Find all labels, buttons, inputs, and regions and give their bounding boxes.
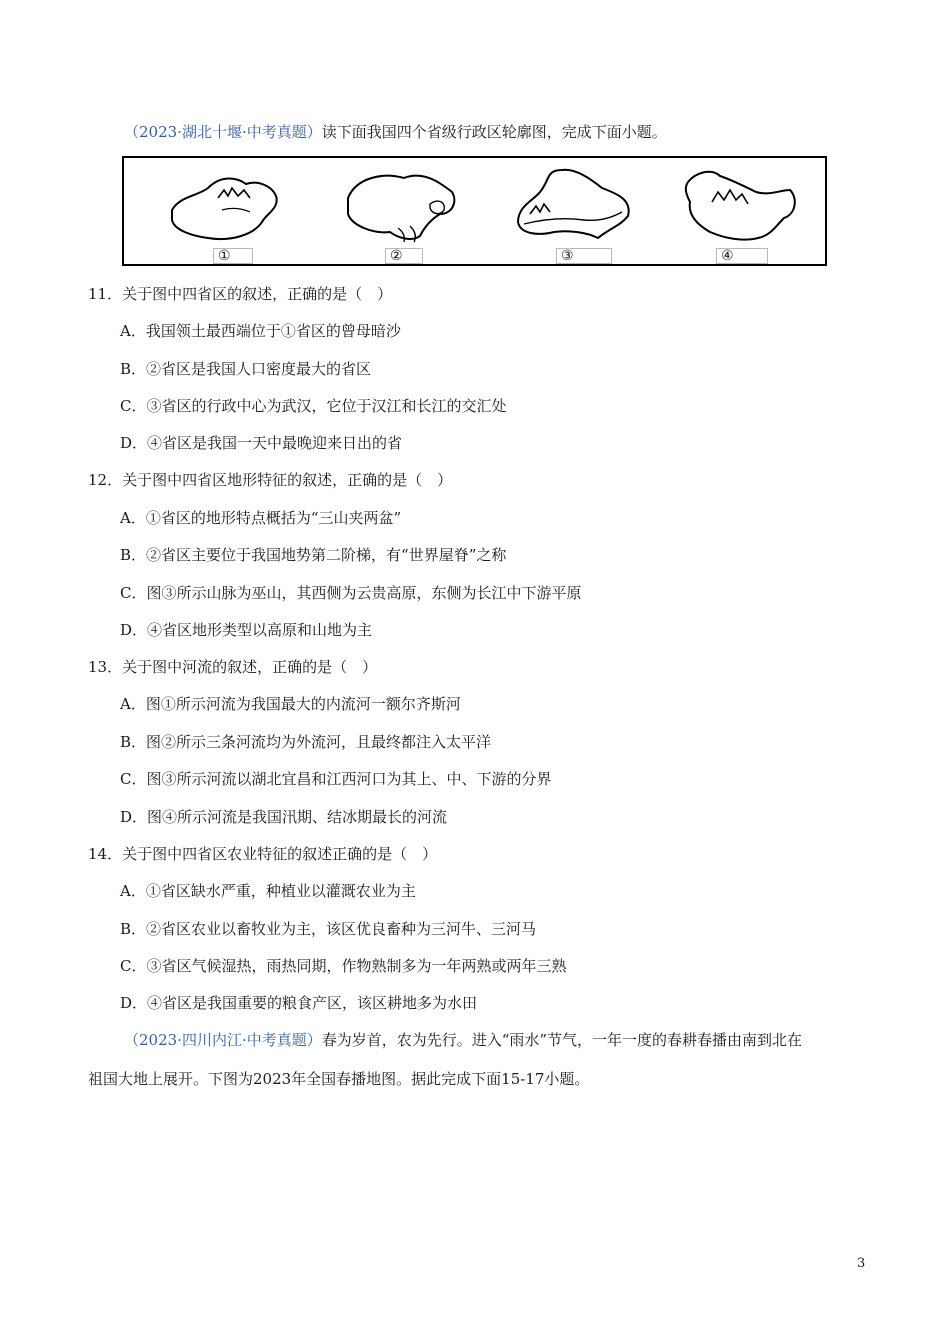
question-11-option-a: A．我国领土最西端位于①省区的曾母暗沙 [120, 322, 401, 340]
province-map-2 [334, 162, 484, 248]
question-14-option-b: B．②省区农业以畜牧业为主，该区优良畜种为三河牛、三河马 [120, 920, 537, 938]
question-14-option-d: D．④省区是我国重要的粮食产区，该区耕地多为水田 [120, 994, 478, 1012]
heilongjiang-outline [676, 162, 826, 248]
qinghai-outline [334, 162, 484, 248]
map-label-2: ② [385, 248, 423, 264]
intro-2-text-1: 春为岁首，农为先行。进入“雨水”节气，一年一度的春耕春播由南到北在 [321, 1031, 803, 1049]
map-label-4: ④ [716, 248, 768, 264]
question-12-option-c: C．图③所示山脉为巫山，其西侧为云贵高原，东侧为长江中下游平原 [120, 584, 582, 602]
question-12-option-d: D．④省区地形类型以高原和山地为主 [120, 621, 373, 639]
question-13-stem: 13．关于图中河流的叙述，正确的是（ ） [88, 658, 378, 676]
intro-text: 读下面我国四个省级行政区轮廓图，完成下面小题。 [321, 123, 667, 141]
province-map-1 [162, 162, 312, 248]
question-14-option-a: A．①省区缺水严重，种植业以灌溉农业为主 [120, 882, 416, 900]
question-13-option-b: B．图②所示三条河流均为外流河，且最终都注入太平洋 [120, 733, 492, 751]
question-13-option-d: D．图④所示河流是我国汛期、结冰期最长的河流 [120, 808, 448, 826]
intro-2-line-2: 祖国大地上展开。下图为2023年全国春播地图。据此完成下面15-17小题。 [88, 1070, 590, 1088]
source-tag: （2023·湖北十堰·中考真题） [124, 123, 322, 141]
question-12-option-b: B．②省区主要位于我国地势第二阶梯，有“世界屋脊”之称 [120, 546, 507, 564]
xinjiang-outline [162, 162, 312, 248]
question-12-option-a: A．①省区的地形特点概括为“三山夹两盆” [120, 509, 402, 527]
source-tag-2: （2023·四川内江·中考真题） [124, 1031, 322, 1049]
province-map-4 [676, 162, 826, 248]
question-11-option-d: D．④省区是我国一天中最晚迎来日出的省 [120, 434, 403, 452]
question-11-stem: 11．关于图中四省区的叙述，正确的是（ ） [88, 285, 393, 303]
question-11-option-c: C．③省区的行政中心为武汉，它位于汉江和长江的交汇处 [120, 397, 507, 415]
intro-2-line-1 [124, 1030, 802, 1050]
province-outline-panel [122, 156, 827, 266]
page-number: 3 [857, 1256, 866, 1271]
question-14-option-c: C．③省区气候湿热，雨热同期，作物熟制多为一年两熟或两年三熟 [120, 957, 567, 975]
question-14-stem: 14．关于图中四省区农业特征的叙述正确的是（ ） [88, 845, 438, 863]
question-11-option-b: B．②省区是我国人口密度最大的省区 [120, 360, 372, 378]
hubei-outline [506, 162, 656, 248]
question-12-stem: 12．关于图中四省区地形特征的叙述，正确的是（ ） [88, 471, 453, 489]
map-label-1: ① [213, 248, 253, 264]
province-map-3 [506, 162, 656, 248]
question-13-option-c: C．图③所示河流以湖北宜昌和江西河口为其上、中、下游的分界 [120, 770, 552, 788]
map-label-3: ③ [556, 248, 612, 264]
intro-1 [124, 122, 667, 142]
question-13-option-a: A．图①所示河流为我国最大的内流河一额尔齐斯河 [120, 695, 461, 713]
